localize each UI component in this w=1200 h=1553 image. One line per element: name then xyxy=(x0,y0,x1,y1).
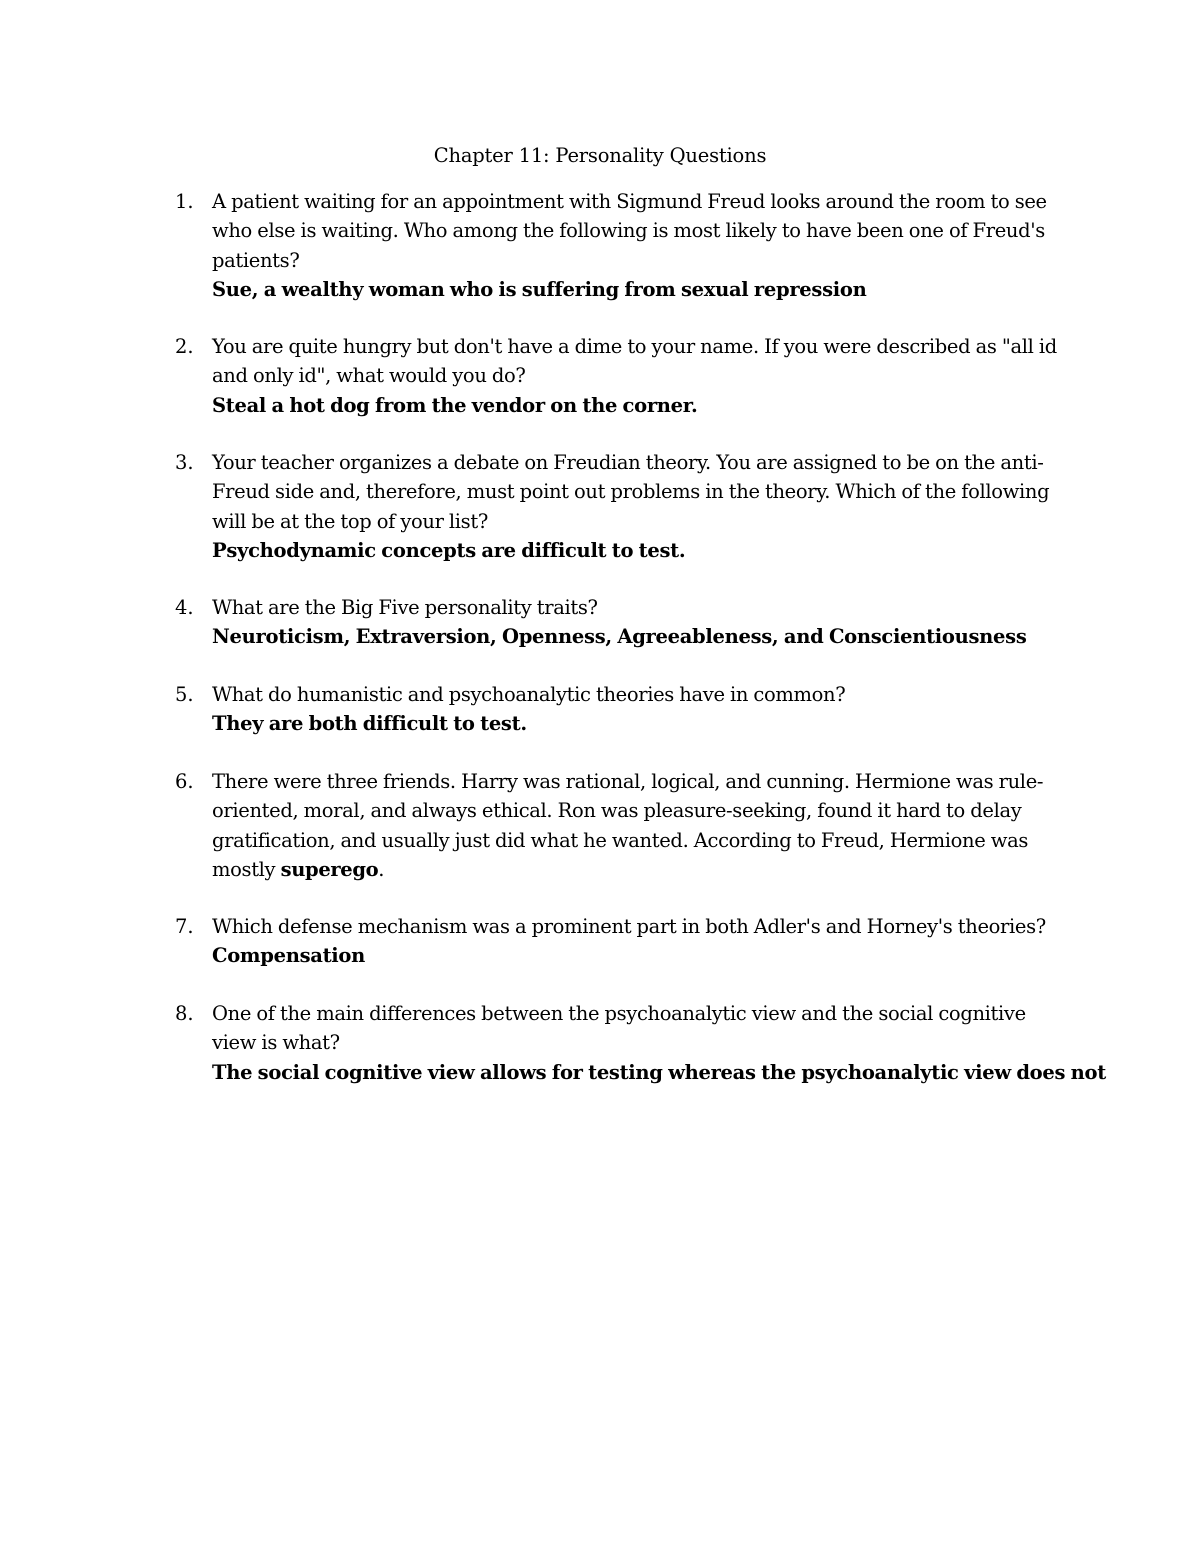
question-text-line: Your teacher organizes a debate on Freudian theory. You are assigned to be on the anti- xyxy=(212,451,1044,474)
question-number: 4. xyxy=(175,596,194,619)
question-text-line: oriented, moral, and always ethical. Ron was pleasure-seeking, found it hard to delay xyxy=(212,799,1022,823)
question-text-line: A patient waiting for an appointment with Sigmund Freud looks around the room to see xyxy=(212,190,1047,213)
question-number: 8. xyxy=(175,1002,194,1025)
question-text-line: view is what? xyxy=(212,1031,340,1055)
answer-text: The social cognitive view allows for testing whereas the psychoanalytic view does not xyxy=(212,1060,1106,1084)
question-text-line: who else is waiting. Who among the following is most likely to have been one of Freud's xyxy=(212,219,1045,243)
question-text-line: There were three friends. Harry was rational, logical, and cunning. Hermione was rule- xyxy=(212,770,1044,793)
question-body xyxy=(212,767,1072,884)
answer-text: Steal a hot dog from the vendor on the corner. xyxy=(212,393,698,417)
question-number: 1. xyxy=(175,190,194,213)
question-body xyxy=(212,912,1072,971)
question-text-line: What do humanistic and psychoanalytic theories have in common? xyxy=(212,683,846,706)
question-text-line: What are the Big Five personality traits? xyxy=(212,596,598,619)
question-body xyxy=(212,999,1106,1087)
question-number: 2. xyxy=(175,335,194,358)
question-text-line: will be at the top of your list? xyxy=(212,509,488,533)
question-body xyxy=(212,187,1072,304)
question-text-line: One of the main differences between the psychoanalytic view and the social cognitive xyxy=(212,1002,1026,1025)
answer-text: Psychodynamic concepts are difficult to test. xyxy=(212,538,686,562)
question-text-line: Freud side and, therefore, must point out problems in the theory. Which of the following xyxy=(212,480,1050,504)
question-body xyxy=(212,448,1072,565)
answer-text: They are both difficult to test. xyxy=(212,712,527,736)
question-text-line: and only id", what would you do? xyxy=(212,364,526,388)
question-number: 5. xyxy=(175,683,194,706)
question-text-suffix: . xyxy=(378,857,385,881)
answer-text: Compensation xyxy=(212,944,365,968)
question-body xyxy=(212,680,1072,739)
question-body xyxy=(212,332,1072,420)
document-title: Chapter 11: Personality Questions xyxy=(433,144,767,167)
question-text-line: gratification, and usually just did what he wanted. According to Freud, Hermione was xyxy=(212,828,1029,852)
question-number: 6. xyxy=(175,770,194,793)
inline-answer-text: superego xyxy=(280,857,379,881)
question-number: 3. xyxy=(175,451,194,474)
answer-text: Neuroticism, Extraversion, Openness, Agreeableness, and Conscientiousness xyxy=(212,625,1027,649)
question-text-line: patients? xyxy=(212,248,300,272)
question-number: 7. xyxy=(175,915,194,938)
question-text-line: Which defense mechanism was a prominent part in both Adler's and Horney's theories? xyxy=(212,915,1046,938)
question-text-prefix: mostly xyxy=(212,857,281,881)
question-text-line xyxy=(212,855,1072,884)
answer-text: Sue, a wealthy woman who is suffering from sexual repression xyxy=(212,277,867,301)
question-text-line: You are quite hungry but don't have a dime to your name. If you were described as "all id xyxy=(212,335,1057,358)
question-body xyxy=(212,593,1072,652)
